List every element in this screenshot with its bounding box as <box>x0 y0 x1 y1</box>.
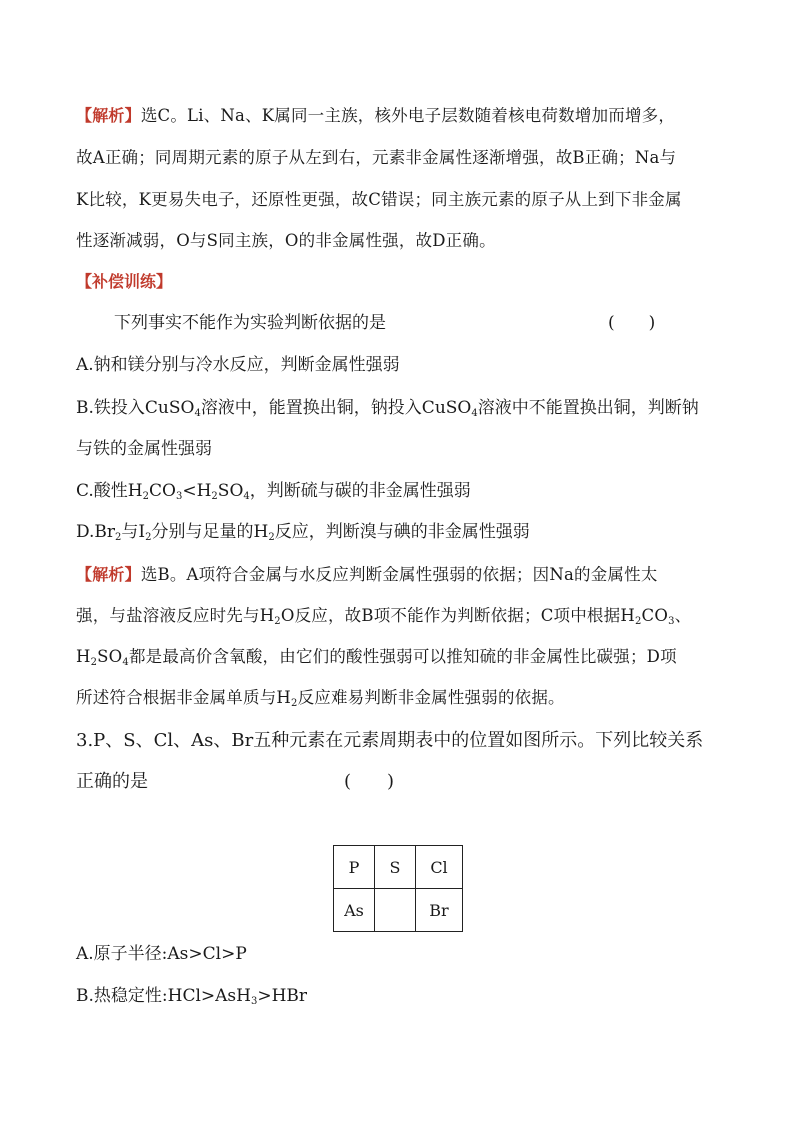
analysis1-line2: 故A正确；同周期元素的原子从左到右，元素非金属性逐渐增强，故B正确；Na与 <box>76 148 677 167</box>
analysis2-line3: $H_2SO_4$都是最高价含氧酸，由它们的酸性强弱可以推知硫的非金属性比碳强；D项 <box>76 647 677 668</box>
analysis1-line4: 性逐渐减弱，O与S同主族，O的非金属性强，故D正确。 <box>76 231 496 250</box>
question3-option-b: B.热稳定性:HCl>AsH$_3$>HBr <box>76 986 308 1007</box>
answer-blank: ( ) <box>608 313 656 333</box>
analysis2-line1: 【解析】选B。A项符合金属与水反应判断金属性强弱的依据；因Na的金属性太 <box>76 565 658 584</box>
analysis1-line1: 【解析】选C。Li、Na、K属同一主族，核外电子层数随着核电荷数增加而增多， <box>76 106 676 125</box>
analysis1-line3: K比较，K更易失电子，还原性更强，故C错误；同主族元素的原子从上到下非金属 <box>76 190 682 209</box>
table-cell: As <box>334 889 375 932</box>
practice-label: 【补偿训练】 <box>76 272 173 291</box>
answer-blank: ( ) <box>344 771 395 792</box>
table-cell: Br <box>416 889 463 932</box>
practice-option-b-line2: 与铁的金属性强弱 <box>76 439 212 459</box>
table-row <box>334 889 463 932</box>
practice-option-d: $D.Br_2$与$I_2$分别与足量的$H_2$反应，判断溴与碘的非金属性强弱 <box>76 522 530 543</box>
analysis2-line2: 强，与盐溶液反应时先与$H_2O$反应，故B项不能作为判断依据；C项中根据$H_2CO_3$、 <box>76 606 692 627</box>
practice-option-c: C.酸性$H_2CO_3<H_2SO_4$，判断硫与碳的非金属性强弱 <box>76 481 471 502</box>
question3-line2: 正确的是 ( ) <box>76 771 395 792</box>
practice-question: 下列事实不能作为实验判断依据的是 ( ) <box>114 313 656 333</box>
table-cell: P <box>334 846 375 889</box>
practice-option-b-line1: B.铁投入CuSO$_4$溶液中，能置换出铜，钠投入CuSO$_4$溶液中不能置换出铜，判断钠 <box>76 398 699 419</box>
table-cell: Cl <box>416 846 463 889</box>
table-cell: S <box>375 846 416 889</box>
analysis-label: 【解析】 <box>76 106 141 125</box>
analysis2-line4: 所述符合根据非金属单质与$H_2$反应难易判断非金属性强弱的依据。 <box>76 688 565 709</box>
practice-option-a: A.钠和镁分别与冷水反应，判断金属性强弱 <box>76 355 400 375</box>
analysis-label: 【解析】 <box>76 565 141 584</box>
periodic-table-fragment <box>333 845 463 932</box>
table-row <box>334 846 463 889</box>
question3-line1: 3.P、S、Cl、As、Br五种元素在元素周期表中的位置如图所示。下列比较关系 <box>76 730 704 751</box>
question3-option-a: A.原子半径:As>Cl>P <box>76 944 247 964</box>
table-cell <box>375 889 416 932</box>
practice-label-line <box>76 271 726 293</box>
